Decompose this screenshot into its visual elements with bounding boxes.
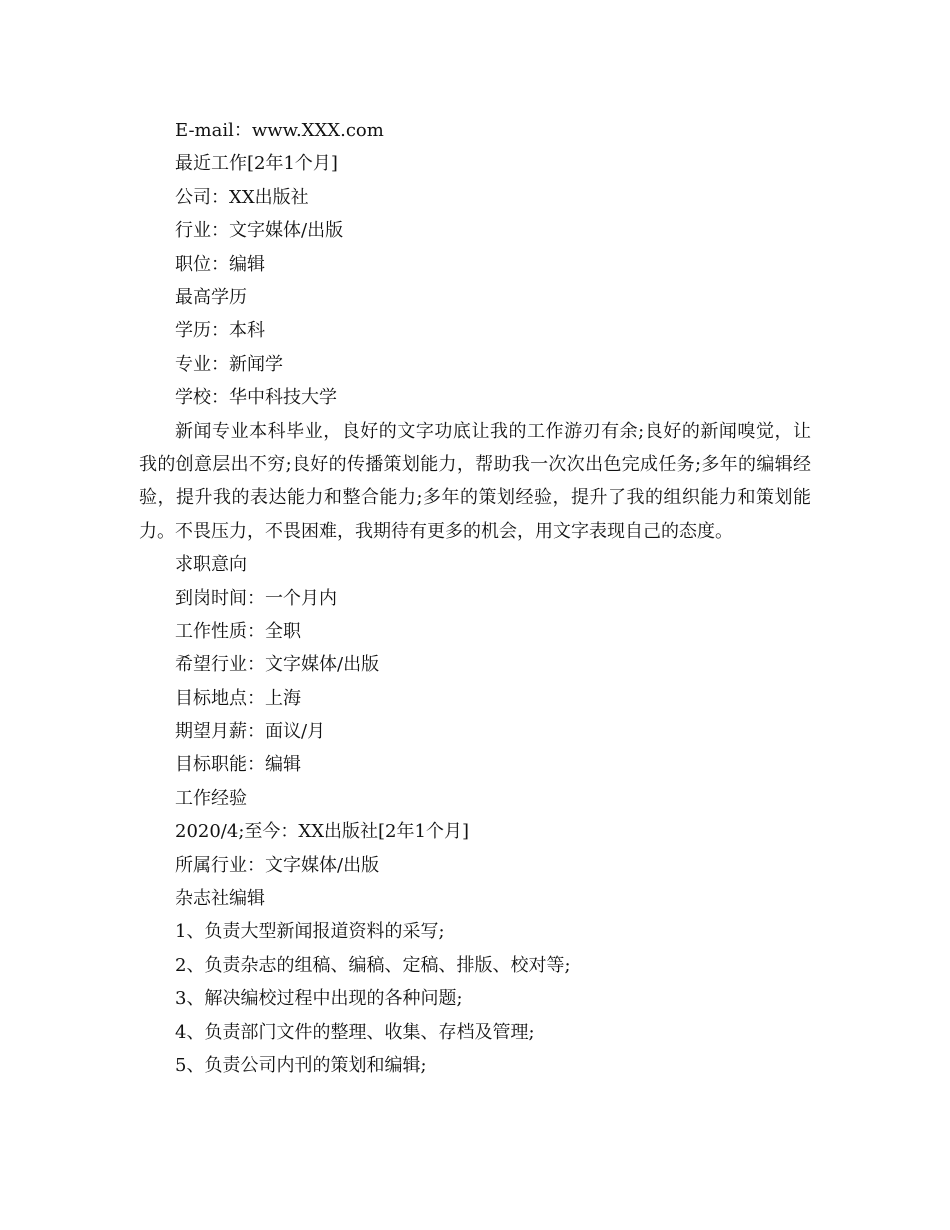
school-line: 学校：华中科技大学 xyxy=(175,387,337,409)
work-industry-line: 所属行业：文字媒体/出版 xyxy=(175,854,380,876)
job-intention-heading: 求职意向 xyxy=(175,554,247,576)
duty-item: 2、负责杂志的组稿、编稿、定稿、排版、校对等; xyxy=(175,954,571,976)
arrival-time-line: 到岗时间：一个月内 xyxy=(175,587,337,609)
target-location-line: 目标地点：上海 xyxy=(175,687,301,709)
company-line: 公司：XX出版社 xyxy=(175,186,309,208)
duty-item: 3、解决编校过程中出现的各种问题; xyxy=(175,988,463,1010)
job-nature-line: 工作性质：全职 xyxy=(175,620,301,642)
duty-item: 5、负责公司内刊的策划和编辑; xyxy=(175,1055,427,1076)
self-evaluation-paragraph: 新闻专业本科毕业，良好的文字功底让我的工作游刃有余;良好的新闻嗅觉，让我的创意层出不穷;良好的传播策划能力，帮助我一次次出色完成任务;多年的编辑经验，提升我的表达能力和整合能力;多年的策划经验，提升了我的组织能力和策划能力。不畏压力，不畏困难，我期待有更多的机会，用文字表现自己的态度。 xyxy=(139,420,811,542)
work-period-line: 2020/4;至今：XX出版社[2年1个月] xyxy=(175,821,469,843)
desired-industry-line: 希望行业：文字媒体/出版 xyxy=(175,654,380,676)
work-title-line: 杂志社编辑 xyxy=(175,888,265,910)
recent-work-heading: 最近工作[2年1个月] xyxy=(175,153,338,175)
duty-item: 1、负责大型新闻报道资料的采写; xyxy=(175,921,445,943)
target-function-line: 目标职能：编辑 xyxy=(175,754,301,776)
resume-content xyxy=(139,114,811,1082)
expected-salary-line: 期望月薪：面议/月 xyxy=(175,721,326,743)
industry-line: 行业：文字媒体/出版 xyxy=(175,220,344,242)
major-line: 专业：新闻学 xyxy=(175,353,283,375)
education-heading: 最高学历 xyxy=(175,286,247,308)
duty-item: 4、负责部门文件的整理、收集、存档及管理; xyxy=(175,1021,535,1043)
work-experience-heading: 工作经验 xyxy=(175,787,247,809)
email-line: E-mail：www.XXX.com xyxy=(175,120,384,141)
degree-line: 学历：本科 xyxy=(175,320,265,342)
position-line: 职位：编辑 xyxy=(175,253,265,275)
